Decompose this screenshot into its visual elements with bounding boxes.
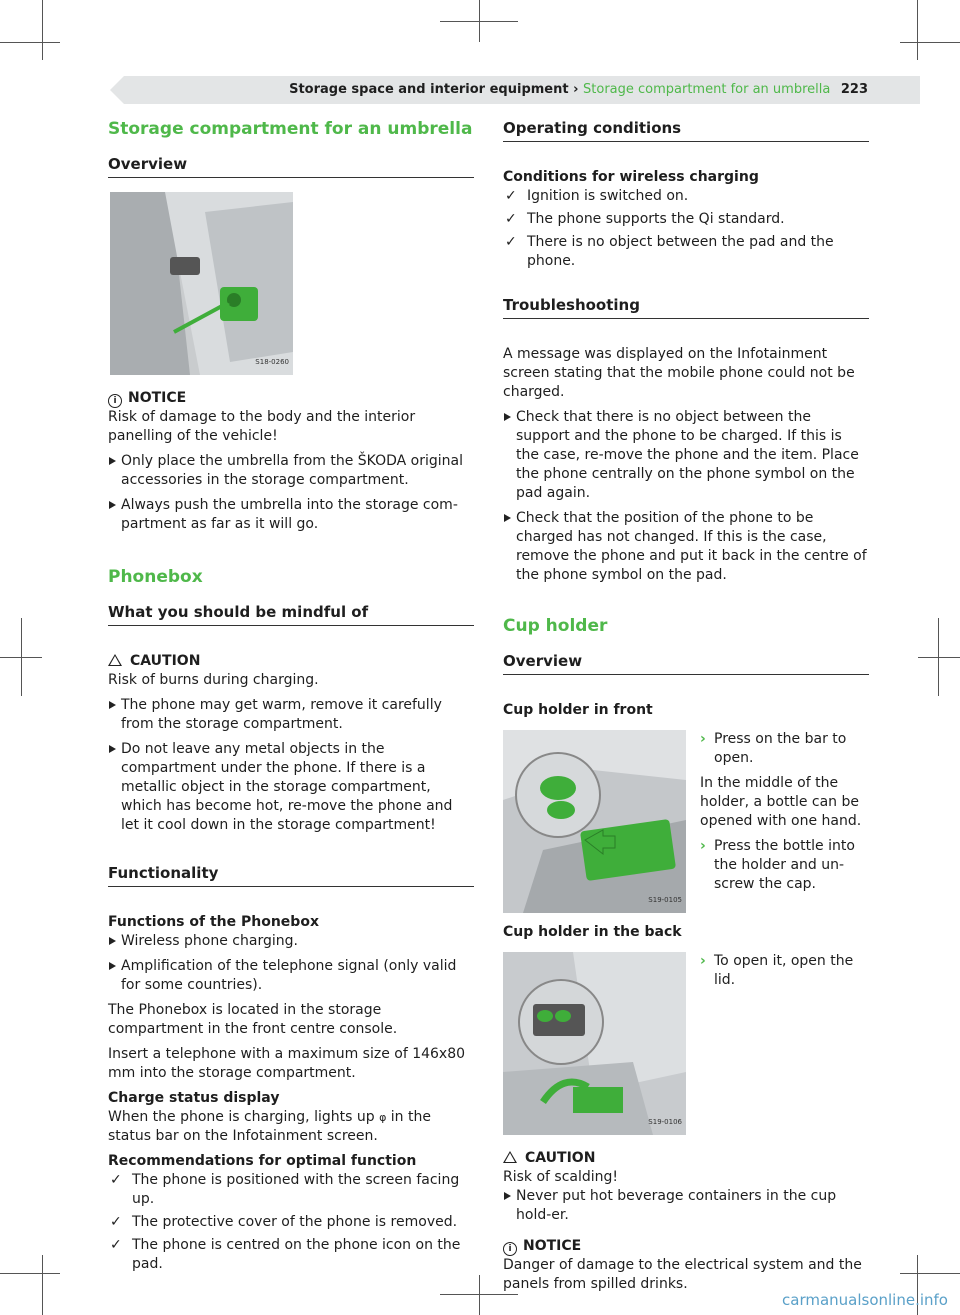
umbrella-figure — [110, 192, 293, 375]
crop-mark — [440, 21, 518, 22]
arrow-icon: › — [700, 953, 706, 969]
check-icon: ✓ — [110, 1172, 122, 1188]
crop-mark — [917, 0, 918, 60]
notice-text: Danger of damage to the electrical system and the panels from spilled drinks. — [503, 1257, 862, 1292]
caution-heading: CAUTION — [503, 1149, 869, 1168]
warning-icon — [503, 1151, 517, 1163]
notice-item: Only place the umbrella from the ŠKODA original accessories in the storage compartment. — [108, 452, 474, 490]
wireless-item: ✓ There is no object between the pad and the phone. — [505, 234, 834, 269]
wireless-item: ✓ The phone supports the Qi standard. — [505, 211, 785, 227]
functions-item: Amplification of the telephone signal (only valid for some countries). — [108, 957, 474, 995]
crop-mark — [900, 1273, 960, 1274]
crop-mark — [42, 1255, 43, 1315]
functions-item: Wireless phone charging. — [108, 932, 474, 951]
header-separator: › — [573, 82, 579, 97]
watermark[interactable]: carmanualsonline.info — [782, 1291, 948, 1309]
recommend-item: ✓ The phone is centred on the phone icon on the pad. — [110, 1237, 461, 1272]
charge-heading: Charge status display — [108, 1090, 280, 1106]
trouble-item: Check that there is no object between the support and the phone to be charged. If this is the case, re-move the phone and the item. Place the phone centrally on the phone symbol on the pad again. — [503, 408, 869, 503]
info-icon: i — [503, 1242, 517, 1256]
cup-title: Cup holder — [503, 616, 608, 636]
back-step: › To open it, open the lid. — [700, 953, 854, 988]
location-text: The Phonebox is located in the storage compartment in the front centre console. — [108, 1002, 398, 1037]
functions-heading: Functions of the Phonebox — [108, 914, 319, 930]
front-steps — [700, 730, 868, 913]
figure-code: S19-0105 — [648, 896, 682, 904]
notice-heading: i NOTICE — [503, 1237, 869, 1256]
wireless-heading: Conditions for wireless charging — [503, 169, 759, 185]
caution-item: The phone may get warm, remove it carefully from the storage compartment. — [108, 696, 474, 734]
header-section: Storage space and interior equipment — [289, 82, 569, 97]
arrow-icon: › — [700, 731, 706, 747]
insert-text: Insert a telephone with a maximum size of 146x80 mm into the storage compartment. — [108, 1046, 466, 1081]
front-step: › Press the bottle into the holder and un-screw the cap. — [700, 838, 855, 892]
front-middle-text: In the middle of the holder, a bottle can be opened with one hand. — [700, 775, 862, 829]
phonebox-title: Phonebox — [108, 567, 203, 587]
recommend-heading: Recommendations for optimal function — [108, 1153, 417, 1169]
charge-text: When the phone is charging, lights up φ in the status bar on the Infotainment screen. — [108, 1109, 431, 1144]
running-header — [289, 82, 868, 97]
back-cupholder-illustration — [503, 952, 686, 1135]
front-block — [503, 730, 869, 913]
front-step: › Press on the bar to open. — [700, 731, 847, 766]
check-icon: ✓ — [110, 1237, 122, 1253]
recommend-item: ✓ The protective cover of the phone is removed. — [110, 1214, 458, 1230]
crop-mark — [479, 1275, 480, 1315]
umbrella-overview-heading: Overview — [108, 154, 474, 178]
wireless-item: ✓ Ignition is switched on. — [505, 188, 689, 204]
check-icon: ✓ — [505, 234, 517, 250]
notice-heading: i NOTICE — [108, 389, 474, 408]
operating-heading: Operating conditions — [503, 118, 869, 142]
front-cupholder-illustration — [503, 730, 686, 913]
trouble-item: Check that the position of the phone to be charged has not changed. If this is the case, remove the phone and put it back in the centre of the phone symbol on the pad. — [503, 509, 869, 585]
crop-mark — [0, 657, 42, 658]
caution-item: Never put hot beverage containers in the cup hold-er. — [503, 1187, 869, 1225]
crop-mark — [0, 1273, 60, 1274]
arrow-icon: › — [700, 838, 706, 854]
cup-overview-heading: Overview — [503, 651, 869, 675]
back-figure — [503, 952, 686, 1135]
mindful-heading: What you should be mindful of — [108, 602, 474, 626]
caution-text: Risk of burns during charging. — [108, 672, 319, 688]
crop-mark — [42, 0, 43, 60]
back-steps — [700, 952, 868, 1135]
warning-icon — [108, 654, 122, 666]
left-column — [108, 118, 474, 1278]
umbrella-title: Storage compartment for an umbrella — [108, 119, 473, 139]
signal-icon: φ — [379, 1111, 387, 1124]
figure-code: S18-0260 — [255, 358, 289, 366]
trouble-text: A message was displayed on the Infotainment screen stating that the mobile phone could not be charged. — [503, 346, 855, 400]
check-icon: ✓ — [505, 188, 517, 204]
right-column — [503, 118, 869, 1300]
info-icon: i — [108, 394, 122, 408]
troubleshooting-heading: Troubleshooting — [503, 295, 869, 319]
back-block — [503, 952, 869, 1135]
check-icon: ✓ — [110, 1214, 122, 1230]
header-subsection: Storage compartment for an umbrella — [583, 82, 831, 97]
check-icon: ✓ — [505, 211, 517, 227]
crop-mark — [0, 42, 60, 43]
notice-text: Risk of damage to the body and the interior panelling of the vehicle! — [108, 409, 416, 444]
recommend-item: ✓ The phone is positioned with the screen facing up. — [110, 1172, 460, 1207]
front-figure — [503, 730, 686, 913]
figure-code: S19-0106 — [648, 1118, 682, 1126]
umbrella-illustration — [110, 192, 293, 375]
functionality-heading: Functionality — [108, 863, 474, 887]
crop-mark — [900, 42, 960, 43]
page-number: 223 — [840, 82, 868, 97]
crop-mark — [918, 657, 960, 658]
caution-heading: CAUTION — [108, 652, 474, 671]
caution-item: Do not leave any metal objects in the compartment under the phone. If there is a metallic object in the storage compartment, which has become hot, re-move the phone and let it cool down in the storage compartment! — [108, 740, 474, 835]
front-heading: Cup holder in front — [503, 702, 653, 718]
back-heading: Cup holder in the back — [503, 924, 682, 940]
caution-text: Risk of scalding! — [503, 1169, 619, 1185]
notice-item: Always push the umbrella into the storage com-partment as far as it will go. — [108, 496, 474, 534]
